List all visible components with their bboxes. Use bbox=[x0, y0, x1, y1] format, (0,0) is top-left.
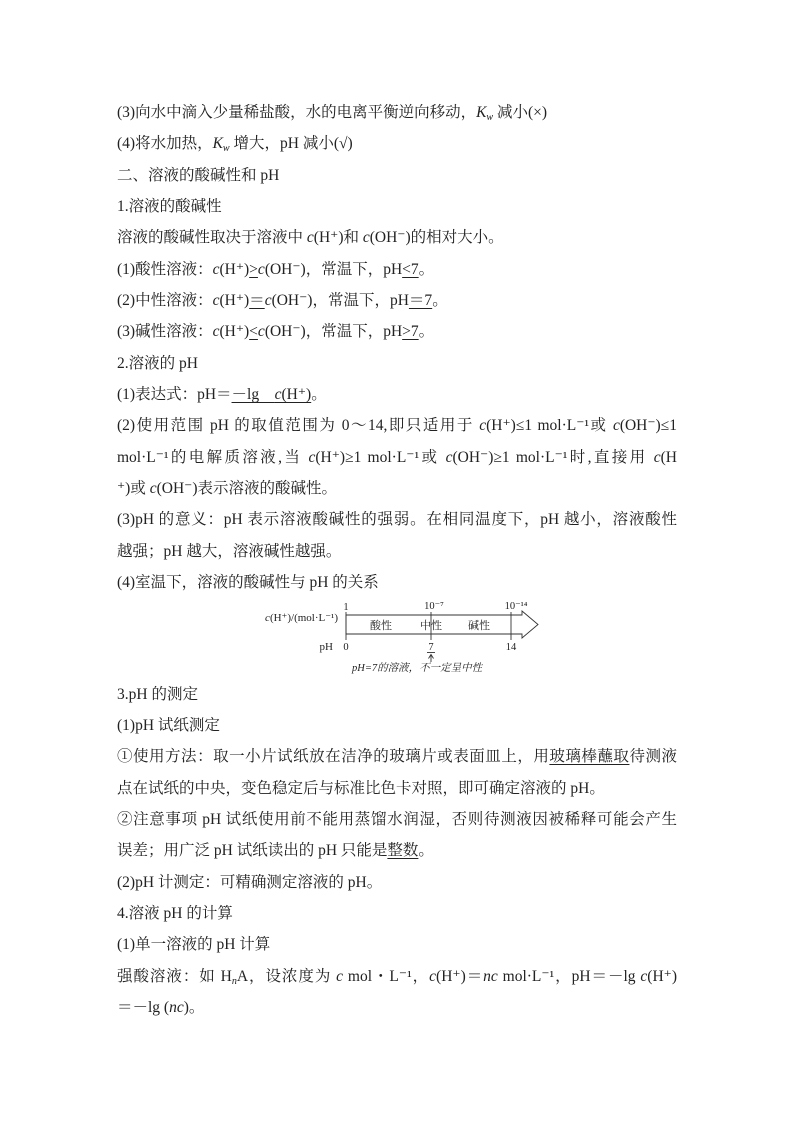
underlined-answer: > bbox=[249, 260, 258, 278]
ph-paper-caution-item bbox=[117, 804, 677, 867]
handwritten-note: pH=7的溶液，不一定呈中性 bbox=[352, 662, 483, 674]
text-run: (H⁺)≤1 mol·L⁻¹或 bbox=[486, 417, 613, 435]
text-line bbox=[117, 992, 677, 1023]
italic-variable: c bbox=[612, 417, 620, 435]
underlined-answer: －lg bbox=[231, 386, 275, 404]
italic-variable: c bbox=[445, 448, 453, 466]
text-run: (3)碱性溶液： bbox=[117, 323, 213, 341]
text-run: 。 bbox=[418, 842, 434, 860]
italic-variable: nc bbox=[483, 967, 498, 985]
text-line bbox=[117, 285, 677, 316]
underlined-answer: < bbox=[249, 323, 258, 341]
text-run: (4)室温下，溶液的酸碱性与 pH 的关系 bbox=[117, 574, 379, 592]
italic-variable: K bbox=[212, 135, 223, 153]
text-run: (H⁺)＝ bbox=[436, 967, 484, 985]
text-line bbox=[117, 773, 677, 804]
text-run: 。 bbox=[418, 260, 435, 278]
underlined-answer: ＝7 bbox=[408, 292, 433, 310]
text-run: (OH⁻)，常温下，pH bbox=[264, 260, 403, 278]
text-run: 二、溶液的酸碱性和 pH bbox=[117, 166, 280, 184]
italic-variable: K bbox=[476, 104, 487, 121]
text-run: (H⁺) bbox=[647, 967, 677, 985]
underlined-answer: 整数 bbox=[387, 842, 419, 860]
text-line bbox=[117, 835, 677, 866]
text-run: A，设浓度为 bbox=[236, 967, 337, 985]
text-line bbox=[117, 710, 677, 741]
text-run: 。 bbox=[432, 292, 448, 310]
text-line bbox=[117, 567, 677, 598]
judgement-item-4 bbox=[117, 128, 677, 159]
text-line bbox=[117, 254, 677, 285]
text-line bbox=[117, 536, 677, 567]
text-run: 。 bbox=[311, 386, 327, 404]
ph-tick-7: 7 bbox=[428, 641, 434, 653]
region-neutral-label: 中性 bbox=[420, 619, 442, 632]
ph-range-item bbox=[117, 410, 677, 504]
text-run: (H⁺) bbox=[219, 323, 250, 341]
concentration-tick-1: 1 bbox=[343, 601, 349, 613]
ph-relation-item bbox=[117, 567, 677, 598]
subheading-acidity bbox=[117, 191, 677, 222]
underlined-answer: ＝ bbox=[249, 292, 265, 310]
text-line bbox=[117, 160, 677, 191]
text-line bbox=[117, 867, 677, 898]
text-run: )。 bbox=[183, 998, 205, 1016]
text-run: (OH⁻)表示溶液的酸碱性。 bbox=[156, 480, 338, 498]
text-run: ②注意事项 pH 试纸使用前不能用蒸馏水润湿，否则待测液因被稀释可能会产生 bbox=[117, 810, 677, 828]
italic-variable: c bbox=[306, 229, 314, 247]
text-line bbox=[117, 898, 677, 929]
ph-paper-heading bbox=[117, 710, 677, 741]
subscript: n bbox=[231, 975, 237, 987]
text-run: 4.溶液 pH 的计算 bbox=[117, 904, 233, 922]
concentration-tick-1e-7: 10⁻⁷ bbox=[424, 600, 444, 612]
text-run: 溶液的酸碱性取决于溶液中 bbox=[117, 229, 307, 247]
text-line bbox=[117, 97, 677, 128]
italic-variable: c bbox=[336, 967, 344, 985]
italic-variable: c bbox=[212, 292, 220, 310]
text-run: mol・L⁻¹， bbox=[343, 967, 430, 985]
document-body bbox=[117, 97, 677, 1023]
text-run: (2)使用范围 pH 的取值范围为 0～14,即只适用于 bbox=[117, 417, 480, 435]
single-solution-heading bbox=[117, 929, 677, 960]
underlined-answer: 玻璃棒蘸取 bbox=[549, 748, 630, 766]
italic-variable: nc bbox=[169, 998, 184, 1016]
strong-acid-item bbox=[117, 961, 677, 1024]
text-run: (3)pH 的意义：pH 表示溶液酸碱性的强弱。在相同温度下，pH 越小，溶液酸性 bbox=[117, 511, 677, 529]
subheading-ph-measurement bbox=[117, 679, 677, 710]
italic-variable: c bbox=[653, 448, 661, 466]
text-run: (H⁺) bbox=[219, 260, 250, 278]
acidic-solution-item bbox=[117, 254, 677, 285]
italic-variable: c bbox=[479, 417, 487, 435]
text-run: ⁺)或 bbox=[117, 480, 150, 498]
subscript: w bbox=[486, 111, 494, 123]
text-run: (4)将水加热， bbox=[117, 135, 213, 153]
subheading-ph-calculation bbox=[117, 898, 677, 929]
text-run: 。 bbox=[418, 323, 435, 341]
text-run: 越强；pH 越大，溶液碱性越强。 bbox=[117, 542, 342, 560]
text-line bbox=[117, 348, 677, 379]
text-run: ①使用方法：取一小片试纸放在洁净的玻璃片或表面皿上，用 bbox=[117, 748, 550, 766]
text-run: (OH⁻)，常温下，pH bbox=[271, 292, 409, 310]
text-run: (1)酸性溶液： bbox=[117, 260, 213, 278]
neutral-solution-item bbox=[117, 285, 677, 316]
text-run: (OH⁻)≤1 bbox=[619, 417, 677, 435]
text-run: (H bbox=[660, 448, 677, 466]
underlined-answer: c bbox=[274, 386, 282, 404]
text-run: (2)中性溶液： bbox=[117, 292, 213, 310]
basic-solution-item bbox=[117, 316, 677, 347]
text-run: 强酸溶液：如 H bbox=[117, 967, 232, 985]
text-run: (H⁺) bbox=[219, 292, 250, 310]
text-run: mol·L⁻¹，pH＝－lg bbox=[497, 967, 641, 985]
italic-variable: c bbox=[212, 260, 220, 278]
text-line bbox=[117, 961, 677, 992]
text-run: 3.pH 的测定 bbox=[117, 685, 198, 703]
italic-variable: c bbox=[308, 448, 316, 466]
italic-variable: c bbox=[149, 480, 157, 498]
italic-variable: c bbox=[257, 260, 265, 278]
text-run: 减小(×) bbox=[493, 104, 548, 121]
text-line bbox=[117, 222, 677, 253]
ph-meter-item bbox=[117, 867, 677, 898]
text-run: (2)pH 计测定：可精确测定溶液的 pH。 bbox=[117, 873, 383, 891]
italic-variable: c bbox=[212, 323, 220, 341]
text-line bbox=[117, 804, 677, 835]
italic-variable: c bbox=[362, 229, 370, 247]
underlined-answer: (H⁺) bbox=[281, 386, 312, 404]
ph-tick-0: 0 bbox=[343, 641, 349, 653]
text-line bbox=[117, 191, 677, 222]
text-run: 误差；用广泛 pH 试纸读出的 pH 只能是 bbox=[117, 842, 388, 860]
ph-axis-label: pH bbox=[319, 640, 333, 653]
ph-scale-figure bbox=[117, 599, 677, 679]
text-run: (OH⁻)，常温下，pH bbox=[264, 323, 403, 341]
ph-expression-item bbox=[117, 379, 677, 410]
text-line bbox=[117, 379, 677, 410]
text-run: (OH⁻)的相对大小。 bbox=[369, 229, 504, 247]
italic-variable: c bbox=[640, 967, 648, 985]
ph-tick-14: 14 bbox=[505, 641, 517, 653]
text-run: 增大，pH 减小(√) bbox=[229, 135, 353, 153]
text-line bbox=[117, 410, 677, 441]
ph-meaning-item bbox=[117, 504, 677, 567]
ph-paper-usage-item bbox=[117, 741, 677, 804]
section-heading-acidity-and-ph bbox=[117, 160, 677, 191]
underlined-answer: >7 bbox=[402, 323, 419, 341]
text-line bbox=[117, 679, 677, 710]
note-pointer-arrow-icon bbox=[429, 654, 434, 662]
text-run: mol·L⁻¹的电解质溶液,当 bbox=[117, 448, 309, 466]
text-run: 待测液 bbox=[629, 748, 677, 766]
text-run: (H⁺)和 bbox=[313, 229, 363, 247]
italic-variable: c bbox=[257, 323, 265, 341]
underlined-answer: <7 bbox=[402, 260, 419, 278]
region-basic-label: 碱性 bbox=[468, 619, 490, 632]
text-line bbox=[117, 316, 677, 347]
text-run: (1)pH 试纸测定 bbox=[117, 716, 220, 734]
concentration-tick-1e-14: 10⁻¹⁴ bbox=[504, 600, 528, 612]
judgement-item-3 bbox=[117, 97, 677, 128]
text-run: (1)单一溶液的 pH 计算 bbox=[117, 936, 271, 954]
text-run: (1)表达式：pH＝ bbox=[117, 386, 232, 404]
text-line bbox=[117, 929, 677, 960]
text-line bbox=[117, 473, 677, 504]
italic-variable: c bbox=[429, 967, 437, 985]
subheading-solution-ph bbox=[117, 348, 677, 379]
italic-variable: c bbox=[264, 292, 272, 310]
text-run: 1.溶液的酸碱性 bbox=[117, 198, 222, 216]
text-run: ＝－lg ( bbox=[117, 998, 170, 1016]
text-run: (3)向水中滴入少量稀盐酸，水的电离平衡逆向移动， bbox=[117, 104, 477, 121]
text-line bbox=[117, 442, 677, 473]
subscript: w bbox=[222, 143, 230, 155]
acidity-definition bbox=[117, 222, 677, 253]
text-run: 2.溶液的 pH bbox=[117, 354, 198, 372]
region-acidic-label: 酸性 bbox=[370, 619, 392, 632]
text-run: (H⁺)≥1 mol·L⁻¹或 bbox=[315, 448, 446, 466]
concentration-unit: (H⁺)/(mol·L⁻¹) bbox=[269, 611, 338, 624]
text-line bbox=[117, 128, 677, 159]
concentration-axis-label bbox=[265, 612, 338, 624]
text-line bbox=[117, 504, 677, 535]
text-run: (OH⁻)≥1 mol·L⁻¹时,直接用 bbox=[452, 448, 654, 466]
concentration-variable: c bbox=[265, 611, 270, 624]
text-run: 点在试纸的中央，变色稳定后与标准比色卡对照，即可确定溶液的 pH。 bbox=[117, 779, 605, 797]
text-line bbox=[117, 741, 677, 772]
